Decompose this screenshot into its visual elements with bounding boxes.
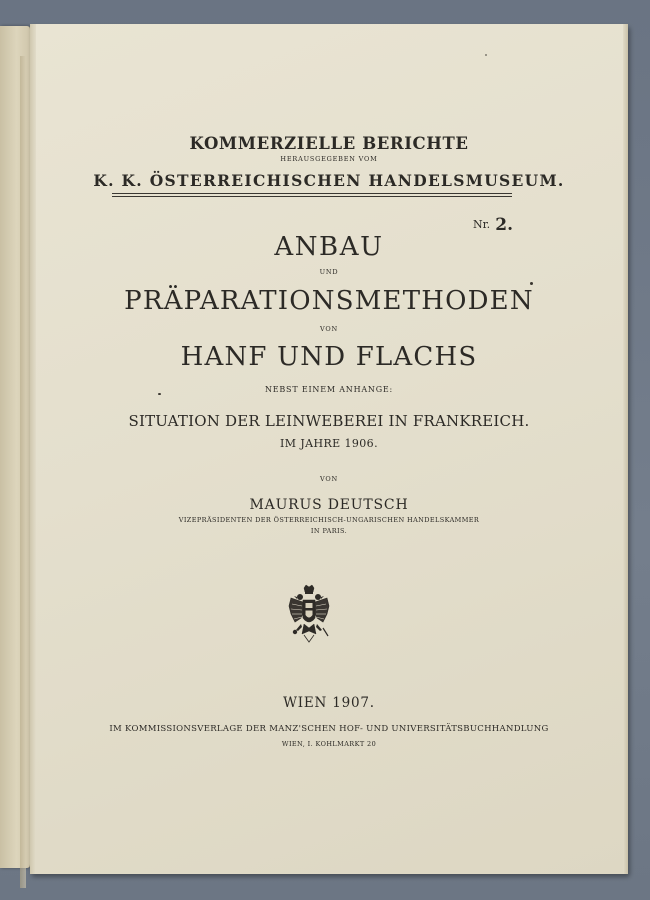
double-headed-eagle-icon bbox=[287, 584, 331, 644]
title-page bbox=[30, 24, 628, 874]
imprint-address: WIEN, I. KOHLMARKT 20 bbox=[281, 740, 377, 748]
underlying-page-edge bbox=[20, 56, 26, 888]
imprint-place-year: WIEN 1907. bbox=[283, 695, 375, 711]
author-name: MAURUS DEUTSCH bbox=[249, 497, 409, 513]
title-conjunction: UND bbox=[319, 268, 339, 276]
paper-speck bbox=[485, 54, 487, 56]
paper-speck bbox=[158, 393, 161, 395]
appendix-year: IM JAHRE 1906. bbox=[280, 437, 378, 450]
appendix-subject: SITUATION DER LEINWEBEREI IN FRANKREICH. bbox=[128, 412, 530, 430]
title-line-1: ANBAU bbox=[274, 232, 384, 262]
paper-speck bbox=[530, 282, 533, 285]
title-line-2: PRÄPARATIONSMETHODEN bbox=[124, 286, 534, 316]
series-museum: K. K. ÖSTERREICHISCHEN HANDELSMUSEUM. bbox=[93, 171, 565, 190]
series-title: KOMMERZIELLE BERICHTE bbox=[189, 134, 469, 153]
author-city: IN PARIS. bbox=[310, 527, 348, 535]
title-preposition: VON bbox=[320, 325, 338, 333]
header-rule-thin bbox=[112, 196, 512, 197]
author-affiliation: VIZEPRÄSIDENTEN DER ÖSTERREICHISCH-UNGARISCHEN HANDELSKAMMER bbox=[178, 516, 480, 524]
issue-number-label: Nr. bbox=[473, 218, 491, 231]
imprint-publisher: IM KOMMISSIONSVERLAGE DER MANZ'SCHEN HOF- UND UNIVERSITÄTSBUCHHANDLUNG bbox=[109, 724, 549, 734]
issue-number-value: 2. bbox=[495, 215, 514, 235]
underlying-page bbox=[0, 26, 31, 868]
appendix-intro: NEBST EINEM ANHANGE: bbox=[264, 385, 394, 394]
series-editor-line: HERAUSGEGEBEN VOM bbox=[280, 155, 378, 163]
author-by: VON bbox=[320, 475, 338, 483]
title-line-3: HANF UND FLACHS bbox=[180, 342, 478, 372]
header-rule-thick bbox=[112, 193, 512, 194]
